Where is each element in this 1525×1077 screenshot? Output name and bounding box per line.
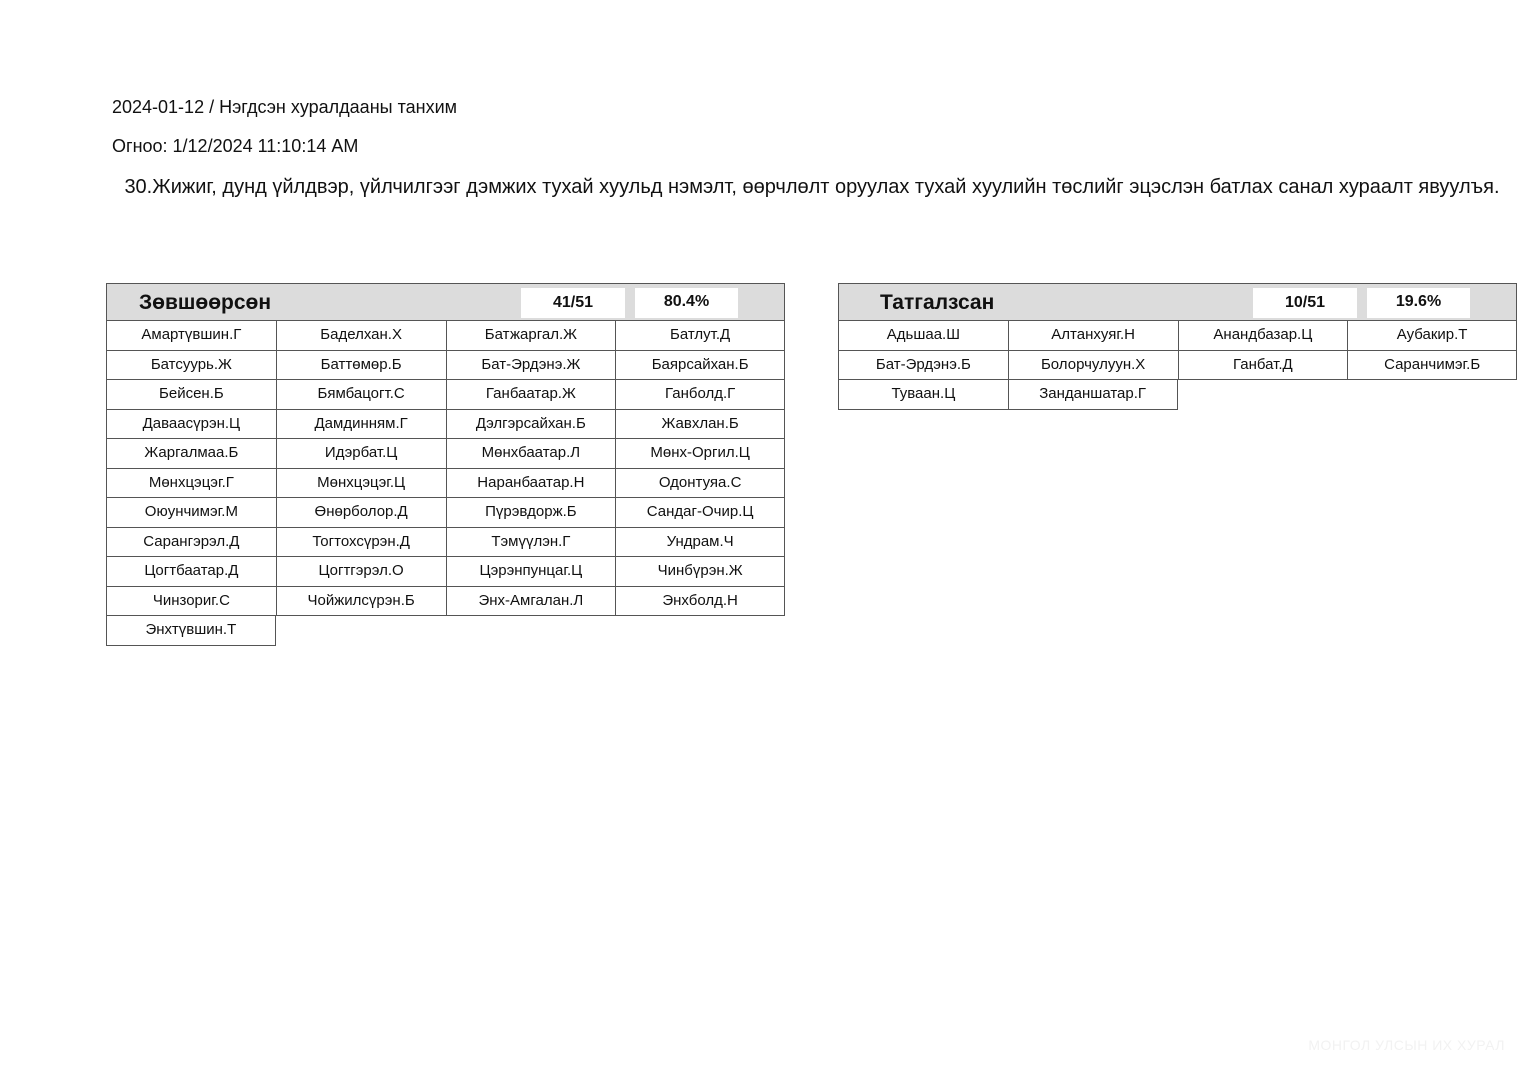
rejected-panel — [838, 283, 1517, 410]
member-name-cell: Пүрэвдорж.Б — [446, 498, 616, 528]
member-name-cell: Бат-Эрдэнэ.Ж — [446, 351, 616, 381]
member-name-cell: Жаргалмаа.Б — [106, 439, 276, 469]
member-name-cell: Энхтүвшин.Т — [106, 616, 276, 646]
member-name-cell: Батлут.Д — [615, 321, 785, 351]
member-name-cell: Одонтуяа.С — [615, 469, 785, 499]
member-name-cell: Ундрам.Ч — [615, 528, 785, 558]
member-name-cell: Наранбаатар.Н — [446, 469, 616, 499]
member-name-cell: Алтанхуяг.Н — [1008, 321, 1178, 351]
member-name-cell: Адьшаа.Ш — [838, 321, 1008, 351]
member-name-cell: Чинзориг.С — [106, 587, 276, 617]
approved-count: 41/51 — [521, 288, 625, 318]
member-name-cell: Сандаг-Очир.Ц — [615, 498, 785, 528]
member-name-cell: Тогтохсүрэн.Д — [276, 528, 446, 558]
member-name-cell: Болорчулуун.Х — [1008, 351, 1178, 381]
member-name-cell: Энхболд.Н — [615, 587, 785, 617]
member-name-cell: Батсуурь.Ж — [106, 351, 276, 381]
member-name-cell: Чинбүрэн.Ж — [615, 557, 785, 587]
member-name-cell: Мөнхбаатар.Л — [446, 439, 616, 469]
member-name-cell: Энх-Амгалан.Л — [446, 587, 616, 617]
member-name-cell: Идэрбат.Ц — [276, 439, 446, 469]
member-name-cell: Мөнхцэцэг.Ц — [276, 469, 446, 499]
member-name-cell: Бат-Эрдэнэ.Б — [838, 351, 1008, 381]
member-name-cell: Мөнхцэцэг.Г — [106, 469, 276, 499]
member-name-cell: Анандбазар.Ц — [1178, 321, 1348, 351]
member-name-cell: Амартүвшин.Г — [106, 321, 276, 351]
member-name-cell: Цогтбаатар.Д — [106, 557, 276, 587]
member-name-cell: Бямбацогт.С — [276, 380, 446, 410]
member-name-cell: Баярсайхан.Б — [615, 351, 785, 381]
member-name-cell: Туваан.Ц — [838, 380, 1008, 410]
member-name-cell: Даваасүрэн.Ц — [106, 410, 276, 440]
approved-name-grid — [106, 321, 785, 646]
member-name-cell: Ганболд.Г — [615, 380, 785, 410]
member-name-cell: Аубакир.Т — [1347, 321, 1517, 351]
member-name-cell: Дэлгэрсайхан.Б — [446, 410, 616, 440]
rejected-name-grid — [838, 321, 1517, 410]
member-name-cell: Тэмүүлэн.Г — [446, 528, 616, 558]
member-name-cell: Чойжилсүрэн.Б — [276, 587, 446, 617]
member-name-cell: Батжаргал.Ж — [446, 321, 616, 351]
member-name-cell: Жавхлан.Б — [615, 410, 785, 440]
rejected-count: 10/51 — [1253, 288, 1357, 318]
agenda-title: 30.Жижиг, дунд үйлдвэр, үйлчилгээг дэмжих тухай хуульд нэмэлт, өөрчлөлт оруулах тухай хуулийн төслийг эцэслэн батлах санал хураалт явуулъя. — [124, 176, 1500, 198]
member-name-cell: Бейсен.Б — [106, 380, 276, 410]
rejected-title: Татгалзсан — [880, 291, 995, 314]
rejected-percent: 19.6% — [1367, 288, 1470, 318]
member-name-cell: Оюунчимэг.М — [106, 498, 276, 528]
timestamp-label: Огноо: 1/12/2024 11:10:14 AM — [112, 136, 359, 156]
member-name-cell: Сарангэрэл.Д — [106, 528, 276, 558]
member-name-cell: Дамдинням.Г — [276, 410, 446, 440]
approved-percent: 80.4% — [635, 288, 738, 318]
member-name-cell: Мөнх-Оргил.Ц — [615, 439, 785, 469]
rejected-header — [838, 283, 1517, 321]
member-name-cell: Ганбат.Д — [1178, 351, 1348, 381]
member-name-cell: Өнөрболор.Д — [276, 498, 446, 528]
member-name-cell: Баттөмөр.Б — [276, 351, 446, 381]
member-name-cell: Занданшатар.Г — [1008, 380, 1178, 410]
watermark: МОНГОЛ УЛСЫН ИХ ХУРАЛ — [1308, 1037, 1505, 1053]
approved-panel — [106, 283, 785, 646]
member-name-cell: Баделхан.Х — [276, 321, 446, 351]
session-label: 2024-01-12 / Нэгдсэн хуралдааны танхим — [112, 97, 457, 117]
member-name-cell: Цогтгэрэл.О — [276, 557, 446, 587]
approved-header — [106, 283, 785, 321]
member-name-cell: Ганбаатар.Ж — [446, 380, 616, 410]
member-name-cell: Цэрэнпунцаг.Ц — [446, 557, 616, 587]
member-name-cell: Саранчимэг.Б — [1347, 351, 1517, 381]
approved-title: Зөвшөөрсөн — [139, 291, 272, 314]
